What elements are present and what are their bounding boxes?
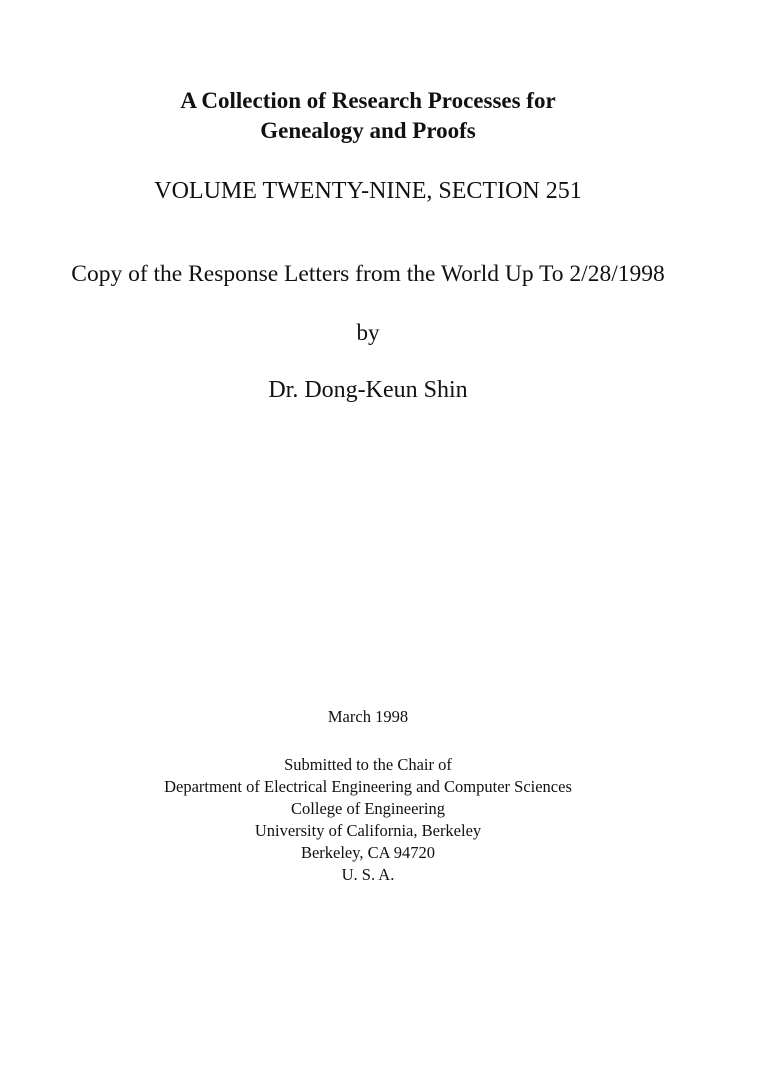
submission-line-6: U. S. A. [341,865,395,884]
volume-heading: VOLUME TWENTY-NINE, SECTION 251 [154,178,582,204]
title-line-1: A Collection of Research Processes for [180,88,556,113]
submission-line-3: College of Engineering [291,799,445,818]
publication-date: March 1998 [327,707,409,726]
submission-line-1: Submitted to the Chair of [284,755,452,774]
subtitle: Copy of the Response Letters from the World Up To 2/28/1998 [71,261,665,287]
submission-line-2: Department of Electrical Engineering and Computer Sciences [164,777,572,796]
submission-line-5: Berkeley, CA 94720 [300,843,436,862]
by-label: by [356,320,380,345]
author-name: Dr. Dong-Keun Shin [268,377,468,403]
title-line-2: Genealogy and Proofs [260,118,476,143]
submission-line-4: University of California, Berkeley [254,821,482,840]
